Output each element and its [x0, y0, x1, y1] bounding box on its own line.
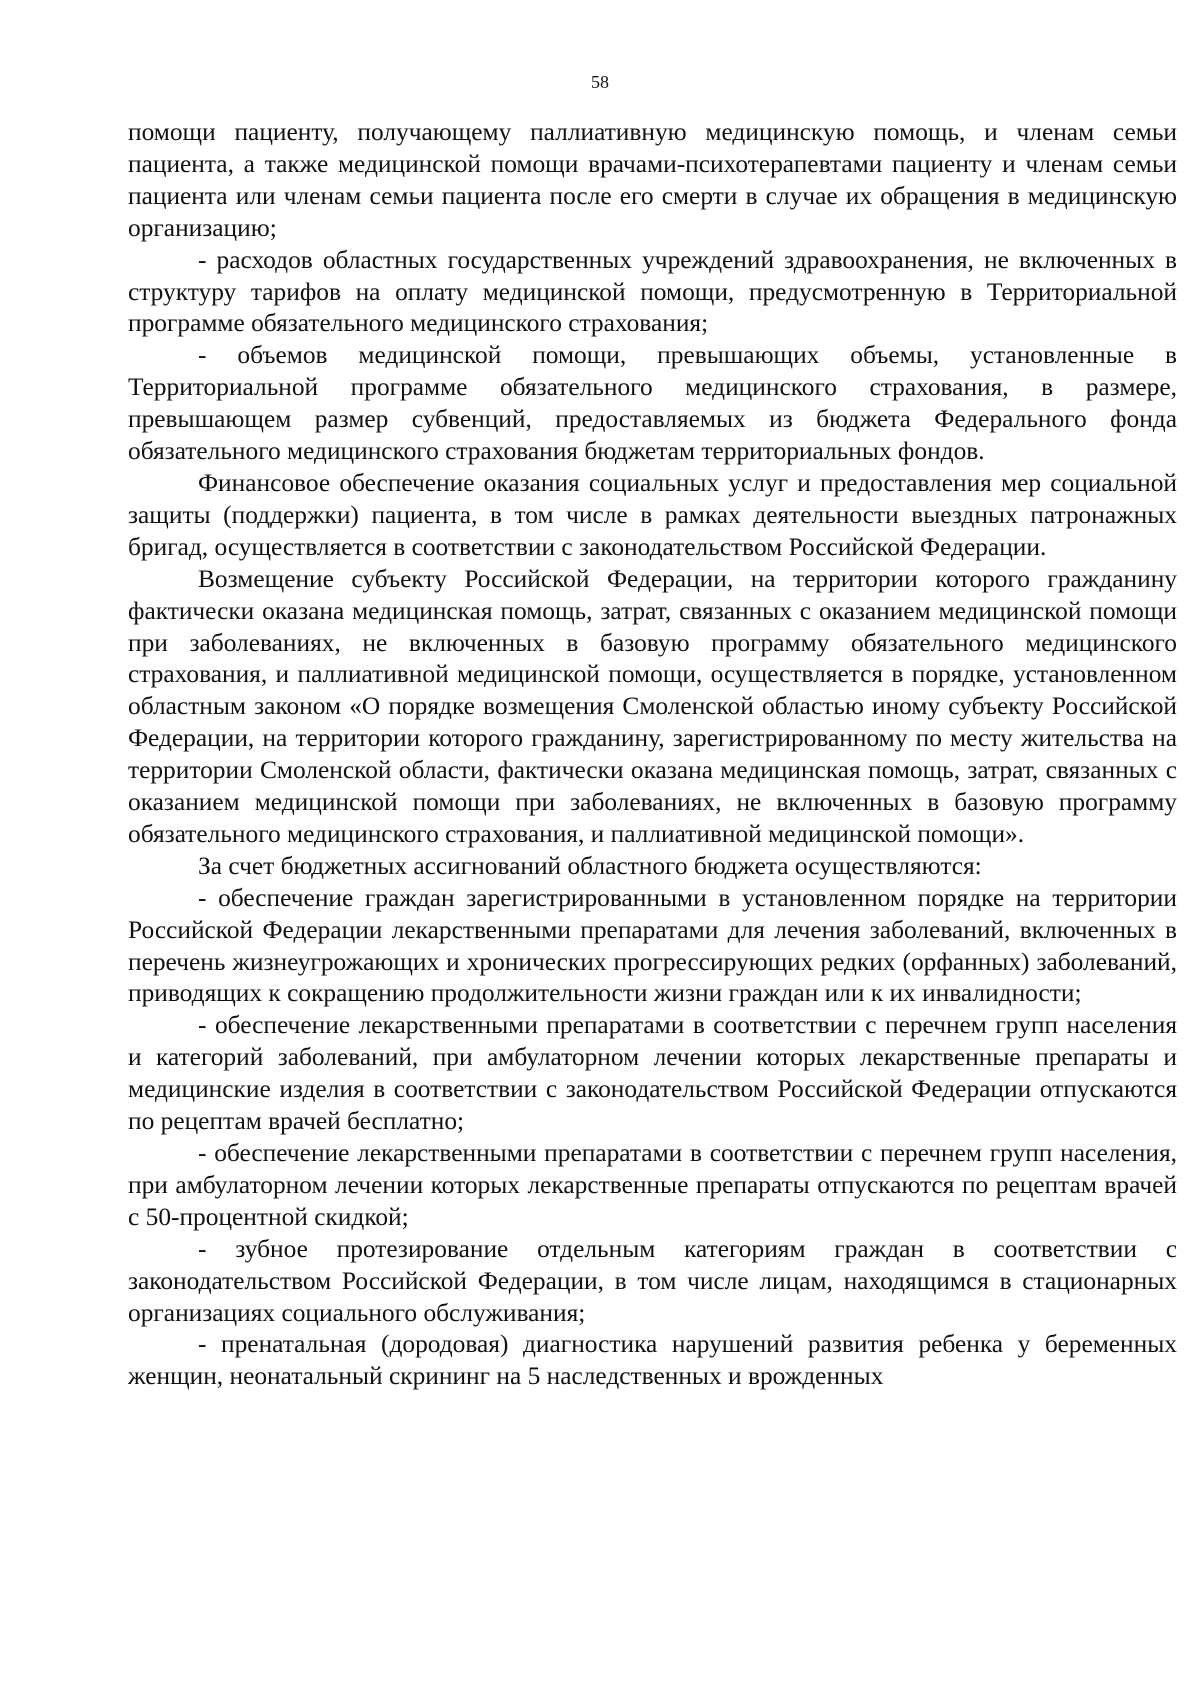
- list-item-dental-prosthetics: - зубное протезирование отдельным категориям граждан в соответствии с законодательством Российской Федерации, в том числе лицам, находящимся в стационарных организациях социального обслуживания;: [128, 1234, 1177, 1327]
- paragraph-social-services: Финансовое обеспечение оказания социальных услуг и предоставления мер социальной защиты (поддержки) пациента, в том числе в рамках деятельности выездных патронажных бригад, осуществляется в соответствии с законодательством Российской Федерации.: [128, 468, 1177, 561]
- list-item-orphan-diseases: - обеспечение граждан зарегистрированными в установленном порядке на территории Российской Федерации лекарственными препаратами для лечения заболеваний, включенных в перечень жизнеугрожающих и хронических прогрессирующих редких (орфанных) заболеваний, приводящих к сокращению продолжительности жизни граждан или к их инвалидности;: [128, 883, 1177, 1008]
- paragraph-budget-funding: За счет бюджетных ассигнований областного бюджета осуществляются:: [198, 851, 982, 880]
- page-number: 58: [591, 72, 609, 92]
- list-item-free-prescriptions: - обеспечение лекарственными препаратами в соответствии с перечнем групп населения и категорий заболеваний, при амбулаторном лечении которых лекарственные препараты и медицинские изделия в соответствии с законодательством Российской Федерации отпускаются по рецептам врачей бесплатно;: [128, 1011, 1177, 1136]
- list-item-discount-prescriptions: - обеспечение лекарственными препаратами в соответствии с перечнем групп населения, при амбулаторном лечении которых лекарственные препараты отпускаются по рецептам врачей с 50-процентной скидкой;: [128, 1139, 1177, 1231]
- list-item-volumes: - объемов медицинской помощи, превышающих объемы, установленные в Территориальной программе обязательного медицинского страхования, в размере, превышающем размер субвенций, предоставляемых из бюджета Федерального фонда обязательного медицинского страхования бюджетам территориальных фондов.: [128, 341, 1177, 466]
- body-text: [128, 117, 1177, 1393]
- list-item-expenses: - расходов областных государственных учреждений здравоохранения, не включенных в структуру тарифов на оплату медицинской помощи, предусмотренную в Территориальной программе обязательного медицинского страхования;: [128, 245, 1177, 338]
- list-item-prenatal-diagnostics: - пренатальная (дородовая) диагностика нарушений развития ребенка у беременных женщин, неонатальный скрининг на 5 наследственных и врожденных: [128, 1330, 1177, 1391]
- paragraph-continuation: помощи пациенту, получающему паллиативную медицинскую помощь, и членам семьи пациента, а также медицинской помощи врачами-психотерапевтами пациенту и членам семьи пациента или членам семьи пациента после его смерти в случае их обращения в медицинскую организацию;: [128, 118, 1177, 242]
- paragraph-reimbursement: Возмещение субъекту Российской Федерации, на территории которого гражданину фактически оказана медицинская помощь, затрат, связанных с оказанием медицинской помощи при заболеваниях, не включенных в базовую программу обязательного медицинского страхования, и паллиативной медицинской помощи, осуществляется в порядке, установленном областным законом «О порядке возмещения Смоленской областью иному субъекту Российской Федерации, на территории которого гражданину, зарегистрированному по месту жительства на территории Смоленской области, фактически оказана медицинская помощь, затрат, связанных с оказанием медицинской помощи при заболеваниях, не включенных в базовую программу обязательного медицинского страхования, и паллиативной медицинской помощи».: [128, 564, 1177, 848]
